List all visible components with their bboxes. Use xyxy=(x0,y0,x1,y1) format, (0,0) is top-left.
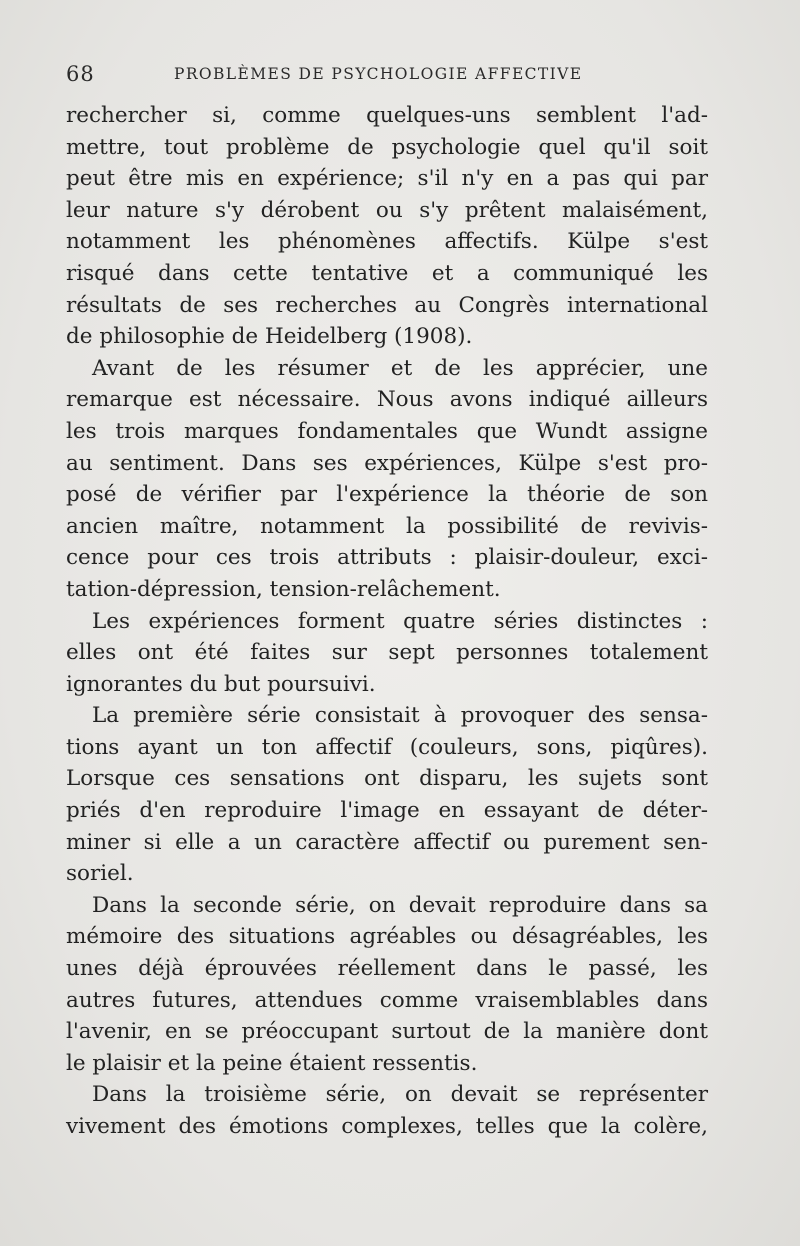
text-line: La première série consistait à provoquer des sensa- xyxy=(92,703,708,729)
text-line: mémoire des situations agréables ou désagréables, les xyxy=(66,924,708,950)
paragraph xyxy=(66,353,708,606)
running-head xyxy=(66,62,726,92)
text-line: soriel. xyxy=(66,861,134,887)
text-line: posé de vérifier par l'expérience la théorie de son xyxy=(66,482,708,508)
text-line: de philosophie de Heidelberg (1908). xyxy=(66,324,473,350)
text-line: ignorantes du but poursuivi. xyxy=(66,671,376,697)
text-line: peut être mis en expérience; s'il n'y en a pas qui par xyxy=(66,166,708,192)
text-line: remarque est nécessaire. Nous avons indiqué ailleurs xyxy=(66,387,708,413)
paragraph xyxy=(66,890,708,1080)
text-line: unes déjà éprouvées réellement dans le passé, les xyxy=(66,956,708,982)
paragraph xyxy=(66,1079,708,1142)
text-line: Avant de les résumer et de les apprécier, une xyxy=(92,355,708,381)
text-line: Lorsque ces sensations ont disparu, les sujets sont xyxy=(66,766,708,792)
text-line: Dans la troisième série, on devait se représenter xyxy=(92,1082,708,1108)
text-line: risqué dans cette tentative et a communiqué les xyxy=(66,260,708,286)
paragraph xyxy=(66,606,708,701)
text-line: Dans la seconde série, on devait reproduire dans sa xyxy=(92,892,708,918)
paragraph xyxy=(66,100,708,353)
running-title: PROBLÈMES DE PSYCHOLOGIE AFFECTIVE xyxy=(174,65,583,83)
text-line: le plaisir et la peine étaient ressentis. xyxy=(66,1050,478,1076)
text-line: elles ont été faites sur sept personnes totalement xyxy=(66,640,708,666)
text-line: au sentiment. Dans ses expériences, Külpe s'est pro- xyxy=(66,450,708,476)
paragraph xyxy=(66,700,708,890)
text-line: tation-dépression, tension-relâchement. xyxy=(66,576,501,602)
text-line: cence pour ces trois attributs : plaisir-douleur, exci- xyxy=(66,545,708,571)
text-line: ancien maître, notamment la possibilité de revivis- xyxy=(66,513,708,539)
text-line: mettre, tout problème de psychologie quel qu'il soit xyxy=(66,134,708,160)
text-line: vivement des émotions complexes, telles que la colère, xyxy=(66,1114,708,1139)
page-number: 68 xyxy=(66,62,95,86)
text-line: priés d'en reproduire l'image en essayant de déter- xyxy=(66,798,708,824)
text-line: résultats de ses recherches au Congrès international xyxy=(66,292,708,318)
text-line: rechercher si, comme quelques-uns semblent l'ad- xyxy=(66,103,708,128)
text-line: l'avenir, en se préoccupant surtout de la manière dont xyxy=(66,1019,708,1045)
text-line: Les expériences forment quatre séries distinctes : xyxy=(92,608,708,634)
body-text xyxy=(66,100,708,1143)
text-line: autres futures, attendues comme vraisemblables dans xyxy=(66,987,708,1013)
text-line: les trois marques fondamentales que Wundt assigne xyxy=(66,418,708,444)
text-line: leur nature s'y dérobent ou s'y prêtent malaisément, xyxy=(66,197,708,223)
text-line: notamment les phénomènes affectifs. Külpe s'est xyxy=(66,229,708,255)
text-line: miner si elle a un caractère affectif ou purement sen- xyxy=(66,829,708,855)
text-line: tions ayant un ton affectif (couleurs, sons, piqûres). xyxy=(66,734,708,760)
